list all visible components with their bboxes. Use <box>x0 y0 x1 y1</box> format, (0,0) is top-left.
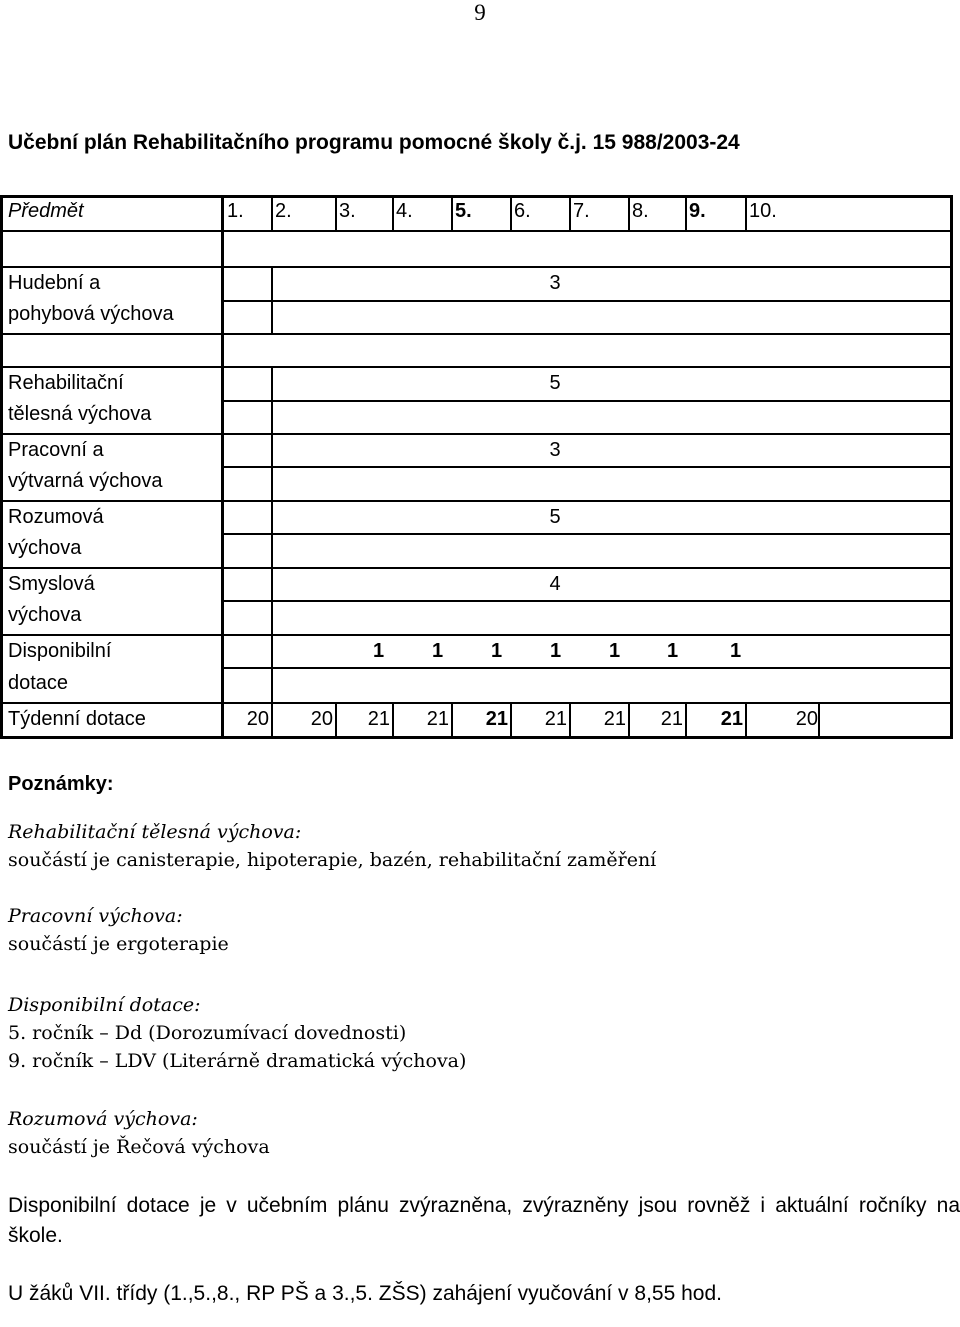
tydenni-value-7: 21 <box>603 708 626 730</box>
disponibilni-value-3: 1 <box>491 640 503 662</box>
col-line-total-8 <box>745 702 747 738</box>
disponibilni-value-6: 1 <box>667 640 679 662</box>
subject-5-line-2: výchova <box>8 604 82 626</box>
header-grade-8: 8. <box>632 200 649 222</box>
tydenni-value-3: 21 <box>367 708 390 730</box>
col-line-total-3 <box>451 702 453 738</box>
note-disponibilni-line-2: 9. ročník – LDV (Literárně dramatická výchova) <box>8 1050 467 1072</box>
row-line-grade-3 <box>223 600 953 602</box>
col-line-subject <box>221 195 224 739</box>
col-line-stub-2 <box>271 366 273 702</box>
tydenni-value-8: 21 <box>660 708 683 730</box>
tydenni-value-9: 21 <box>720 708 743 730</box>
tydenni-value-10: 20 <box>795 708 818 730</box>
header-grade-9: 9. <box>689 200 706 222</box>
tydenni-value-2: 20 <box>310 708 333 730</box>
tydenni-value-5: 21 <box>485 708 508 730</box>
row-line-grade-a <box>223 300 953 302</box>
col-line-total-6 <box>628 702 630 738</box>
notes-section <box>8 770 960 1309</box>
note-rozumova-text: součástí je Řečová výchova <box>8 1136 270 1158</box>
row-line-grade-4 <box>223 667 953 669</box>
subject-3-line-1: Pracovní a <box>8 439 104 461</box>
page-number: 9 <box>474 0 486 25</box>
subject-5-line-1: Smyslová <box>8 573 95 595</box>
tydenni-value-6: 21 <box>544 708 567 730</box>
row-line-full-2 <box>0 333 953 335</box>
row-line-grade-2 <box>223 533 953 535</box>
col-line-stub-1 <box>271 266 273 333</box>
note-disponibilni-title: Disponibilní dotace: <box>8 994 201 1016</box>
disponibilni-line-1: Disponibilní <box>8 640 112 662</box>
subject-5-hours: 4 <box>549 573 561 595</box>
col-line-total-end <box>818 702 820 738</box>
note-rozumova-title: Rozumová výchova: <box>8 1108 198 1130</box>
subject-3-line-2: výtvarná výchova <box>8 470 163 492</box>
header-grade-2: 2. <box>275 200 292 222</box>
row-line-full-0 <box>0 230 953 232</box>
subject-2-line-2: tělesná výchova <box>8 403 152 425</box>
subject-4-hours: 5 <box>549 506 561 528</box>
header-grade-5: 5. <box>455 200 472 222</box>
subject-2-hours: 5 <box>549 372 561 394</box>
col-line-total-7 <box>685 702 687 738</box>
col-line-total-0 <box>271 702 273 738</box>
curriculum-table <box>0 195 960 741</box>
row-line-grade-0 <box>223 400 953 402</box>
tydenni-label: Týdenní dotace <box>8 708 146 730</box>
subject-1-line-2: pohybová výchova <box>8 303 174 325</box>
note-rozumova <box>8 1105 960 1161</box>
col-line-total-1 <box>335 702 337 738</box>
subject-1-line-1: Hudební a <box>8 272 101 294</box>
note-disponibilni <box>8 991 960 1075</box>
subject-4-line-2: výchova <box>8 537 82 559</box>
note-disponibilni-line-1: 5. ročník – Dd (Dorozumívací dovednosti) <box>8 1022 407 1044</box>
notes-heading: Poznámky: <box>8 773 114 795</box>
note-pracovni-title: Pracovní výchova: <box>8 905 183 927</box>
subject-4-line-1: Rozumová <box>8 506 104 528</box>
header-grade-7: 7. <box>573 200 590 222</box>
start-time-note: U žáků VII. třídy (1.,5.,8., RP PŠ a 3.,5. ZŠS) zahájení vyučování v 8,55 hod. <box>8 1282 722 1305</box>
col-line-total-2 <box>392 702 394 738</box>
disponibilni-value-1: 1 <box>373 640 385 662</box>
header-grade-6: 6. <box>514 200 531 222</box>
note-rehab-title: Rehabilitační tělesná výchova: <box>8 821 302 843</box>
table-border-left <box>0 195 3 739</box>
header-grade-10: 10. <box>749 200 777 222</box>
subject-1-hours: 3 <box>549 272 561 294</box>
disponibilni-value-7: 1 <box>730 640 742 662</box>
note-rehab-text: součástí je canisterapie, hipoterapie, bazén, rehabilitační zaměření <box>8 849 657 871</box>
note-pracovni <box>8 902 960 958</box>
table-border-bottom <box>0 736 953 739</box>
tydenni-value-1: 20 <box>246 708 269 730</box>
disponibilni-value-2: 1 <box>432 640 444 662</box>
header-grade-4: 4. <box>396 200 413 222</box>
disponibilni-value-4: 1 <box>550 640 562 662</box>
note-rehab <box>8 818 960 874</box>
subject-2-line-1: Rehabilitační <box>8 372 124 394</box>
disponibilni-line-2: dotace <box>8 672 69 694</box>
col-line-header-1 <box>335 195 337 231</box>
header-grade-1: 1. <box>227 200 244 222</box>
document-title: Učební plán Rehabilitačního programu pomocné školy č.j. 15 988/2003-24 <box>8 131 740 154</box>
col-line-total-4 <box>510 702 512 738</box>
subject-3-hours: 3 <box>549 439 561 461</box>
highlight-note-paragraph: Disponibilní dotace je v učebním plánu zvýrazněna, zvýrazněny jsou rovněž i aktuální ročníky na škole. <box>8 1194 960 1247</box>
tydenni-value-4: 21 <box>426 708 449 730</box>
col-line-total-5 <box>569 702 571 738</box>
row-line-grade-1 <box>223 466 953 468</box>
disponibilni-value-5: 1 <box>609 640 621 662</box>
header-subject-label: Předmět <box>8 200 84 222</box>
note-pracovni-text: součástí je ergoterapie <box>8 933 229 955</box>
header-grade-3: 3. <box>339 200 356 222</box>
